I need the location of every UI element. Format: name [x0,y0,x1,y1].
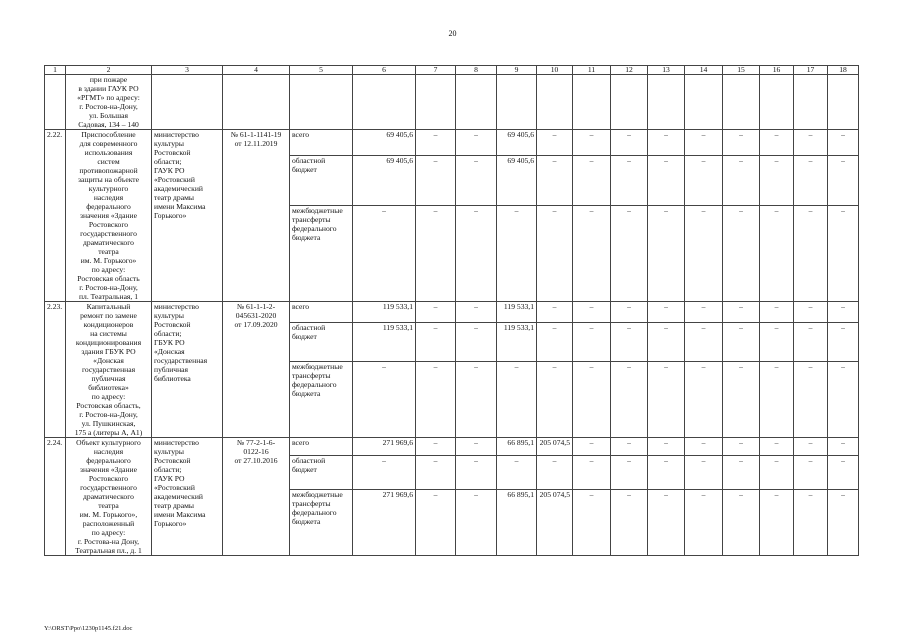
cell-text: областной бюджет [292,322,326,341]
column-number-cell: 6 [353,66,416,75]
amount-cell: – [573,455,611,489]
empty-cell [45,75,66,130]
amount-cell: – [760,455,794,489]
column-number-cell: 1 [45,66,66,75]
funding-source-cell [290,361,353,437]
amount-cell: – [497,455,537,489]
amount-cell: – [416,438,456,456]
amount-cell: – [456,361,497,437]
document-cell [223,438,290,556]
amount-cell: 119 533,1 [497,322,537,361]
table-row [45,130,859,156]
cell-text: 2.23. [47,302,63,311]
empty-cell [223,75,290,130]
amount-cell: – [611,205,648,301]
amount-cell: – [760,438,794,456]
amount-cell: – [611,489,648,555]
funding-source-cell [290,156,353,206]
column-number-cell: 14 [685,66,723,75]
column-number-cell: 11 [573,66,611,75]
amount-cell: – [760,322,794,361]
amount-cell: – [828,489,859,555]
amount-cell: – [685,156,723,206]
amount-cell: – [416,455,456,489]
amount-cell: – [573,438,611,456]
empty-cell [648,75,685,130]
amount-cell: – [760,489,794,555]
column-number-cell: 13 [648,66,685,75]
amount-cell: – [685,489,723,555]
amount-cell: – [828,438,859,456]
amount-cell: – [611,130,648,156]
column-number-cell: 4 [223,66,290,75]
amount-cell: – [353,455,416,489]
amount-cell: – [497,205,537,301]
empty-cell [537,75,573,130]
amount-cell: 69 405,6 [497,156,537,206]
column-number-cell: 12 [611,66,648,75]
funding-source-cell [290,455,353,489]
amount-cell: – [573,130,611,156]
amount-cell: – [685,302,723,323]
program-table [44,65,859,556]
amount-cell: – [573,205,611,301]
amount-cell: – [794,205,828,301]
empty-cell [685,75,723,130]
column-number-cell: 8 [456,66,497,75]
cell-text: министерство культуры Ростовской области; ГАУК РО «Ростовский академический театр драмы имени Максима Горького» [154,130,206,220]
column-number-cell: 18 [828,66,859,75]
cell-text: № 77-2-1-6- 0122-16 от 27.10.2016 [234,438,278,465]
amount-cell: – [648,489,685,555]
amount-cell: – [573,156,611,206]
amount-cell: – [648,322,685,361]
amount-cell: – [828,302,859,323]
document-cell [223,130,290,302]
amount-cell: 205 074,5 [537,489,573,555]
amount-cell: 69 405,6 [497,130,537,156]
cell-text: областной бюджет [292,156,326,175]
amount-cell: – [537,322,573,361]
table-row [45,438,859,456]
column-number-row [45,66,859,75]
column-number-cell: 7 [416,66,456,75]
amount-cell: – [828,322,859,361]
amount-cell: – [723,438,760,456]
empty-cell [723,75,760,130]
object-name-cell [66,130,152,302]
amount-cell: – [416,156,456,206]
item-number-cell [45,302,66,438]
amount-cell: 271 969,6 [353,489,416,555]
cell-text: всего [292,302,310,311]
amount-cell: – [828,205,859,301]
cell-text: межбюджетные трансферты федерального бюджета [292,205,343,242]
amount-cell: – [723,322,760,361]
empty-cell [794,75,828,130]
amount-cell: 205 074,5 [537,438,573,456]
amount-cell: – [685,205,723,301]
cell-text: межбюджетные трансферты федерального бюджета [292,489,343,526]
amount-cell: – [537,361,573,437]
empty-cell [353,75,416,130]
object-name-cell [66,302,152,438]
document-cell [223,302,290,438]
object-name-cell [66,75,152,130]
amount-cell: – [828,156,859,206]
executor-cell [152,302,223,438]
empty-cell [416,75,456,130]
cell-text: всего [292,438,310,447]
amount-cell: – [611,438,648,456]
amount-cell: – [456,205,497,301]
amount-cell: – [416,205,456,301]
file-path-footer: Y:\ORST\Ppo\1230p1145.f21.doc [44,625,133,632]
amount-cell: – [828,361,859,437]
amount-cell: – [794,322,828,361]
table-row [45,302,859,323]
amount-cell: – [456,302,497,323]
amount-cell: – [760,302,794,323]
amount-cell: 119 533,1 [353,302,416,323]
item-number-cell [45,130,66,302]
amount-cell: – [497,361,537,437]
amount-cell: – [648,455,685,489]
column-number-cell: 5 [290,66,353,75]
cell-text: Объект культурного наследия федерального значения «Здание Ростовского государственного драматического театра им. М. Горького», расположенный по адресу: г. Ростова-на Дону, Театральная пл., д. 1 [75,438,142,555]
column-number-cell: 16 [760,66,794,75]
amount-cell: – [723,130,760,156]
empty-cell [456,75,497,130]
cell-text: 2.22. [47,130,63,139]
amount-cell: – [573,489,611,555]
amount-cell: – [353,361,416,437]
amount-cell: – [573,302,611,323]
item-number-cell [45,438,66,556]
funding-source-cell [290,205,353,301]
amount-cell: 66 895,1 [497,489,537,555]
cell-text: областной бюджет [292,455,326,474]
empty-cell [290,75,353,130]
amount-cell: – [685,455,723,489]
amount-cell: – [723,455,760,489]
amount-cell: – [456,130,497,156]
amount-cell: 119 533,1 [353,322,416,361]
empty-cell [760,75,794,130]
object-name-cell [66,438,152,556]
funding-source-cell [290,130,353,156]
empty-cell [611,75,648,130]
amount-cell: – [573,361,611,437]
empty-cell [828,75,859,130]
amount-cell: – [537,302,573,323]
amount-cell: – [611,361,648,437]
amount-cell: – [685,322,723,361]
executor-cell [152,130,223,302]
cell-text: Капитальный ремонт по замене кондиционеров на системы кондиционирования здания ГБУК РО «Донская государственная публичная библиотека» по адресу: Ростовская область, г. Ростов-на-Дону, ул. Пушкинская, 175 а (литеры А, А1) [74,302,143,437]
amount-cell: – [648,130,685,156]
amount-cell: – [456,322,497,361]
amount-cell: – [685,438,723,456]
amount-cell: – [760,205,794,301]
amount-cell: – [794,455,828,489]
empty-cell [152,75,223,130]
amount-cell: – [760,156,794,206]
amount-cell: – [456,438,497,456]
amount-cell: – [648,156,685,206]
cell-text: министерство культуры Ростовской области; ГАУК РО «Ростовский академический театр драмы имени Максима Горького» [154,438,206,528]
amount-cell: – [416,322,456,361]
amount-cell: – [456,489,497,555]
amount-cell: – [353,205,416,301]
amount-cell: – [828,455,859,489]
cell-text: всего [292,130,310,139]
amount-cell: – [537,205,573,301]
column-number-cell: 3 [152,66,223,75]
cell-text: № 61-1-1141-19 от 12.11.2019 [230,130,282,148]
amount-cell: – [611,455,648,489]
amount-cell: 66 895,1 [497,438,537,456]
amount-cell: – [723,489,760,555]
amount-cell: – [537,130,573,156]
amount-cell: 119 533,1 [497,302,537,323]
cell-text: Приспособление для современного использования систем противопожарной защиты на объекте культурного наследия федерального значения «Здание Ростовского государственного драматического театра им. М. Горького» по адресу: Ростовская область г. Ростов-на-Дону, пл. Театральная, 1 [77,130,140,301]
amount-cell: – [648,361,685,437]
executor-cell [152,438,223,556]
amount-cell: – [723,156,760,206]
amount-cell: – [794,438,828,456]
amount-cell: – [456,156,497,206]
empty-cell [573,75,611,130]
page-number: 20 [448,29,457,38]
cell-text: межбюджетные трансферты федерального бюджета [292,361,343,398]
column-number-cell: 10 [537,66,573,75]
amount-cell: – [685,130,723,156]
column-number-cell: 17 [794,66,828,75]
amount-cell: – [794,130,828,156]
amount-cell: – [794,302,828,323]
amount-cell: – [416,302,456,323]
continuation-row [45,75,859,130]
funding-source-cell [290,302,353,323]
funding-source-cell [290,489,353,555]
empty-cell [497,75,537,130]
amount-cell: – [537,156,573,206]
amount-cell: – [611,322,648,361]
cell-text: при пожаре в здании ГАУК РО «РГМТ» по адресу: г. Ростов-на-Дону, ул. Большая Садовая, 134 – 140 [77,75,140,129]
amount-cell: – [760,130,794,156]
column-number-cell: 15 [723,66,760,75]
amount-cell: – [611,302,648,323]
amount-cell: 69 405,6 [353,156,416,206]
amount-cell: – [794,489,828,555]
amount-cell: – [828,130,859,156]
funding-source-cell [290,322,353,361]
amount-cell: – [416,130,456,156]
amount-cell: – [648,438,685,456]
cell-text: министерство культуры Ростовской области; ГБУК РО «Донская государственная публичная библиотека [154,302,208,383]
amount-cell: – [416,489,456,555]
amount-cell: – [456,455,497,489]
amount-cell: – [794,361,828,437]
column-number-cell: 9 [497,66,537,75]
amount-cell: 271 969,6 [353,438,416,456]
amount-cell: – [760,361,794,437]
amount-cell: – [648,302,685,323]
amount-cell: – [723,205,760,301]
amount-cell: – [723,302,760,323]
amount-cell: – [794,156,828,206]
amount-cell: – [723,361,760,437]
amount-cell: – [611,156,648,206]
amount-cell: – [537,455,573,489]
cell-text: 2.24. [47,438,63,447]
amount-cell: – [573,322,611,361]
cell-text: № 61-1-1-2- 045631-2020 от 17.09.2020 [234,302,278,329]
amount-cell: – [685,361,723,437]
funding-source-cell [290,438,353,456]
amount-cell: 69 405,6 [353,130,416,156]
column-number-cell: 2 [66,66,152,75]
amount-cell: – [648,205,685,301]
amount-cell: – [416,361,456,437]
